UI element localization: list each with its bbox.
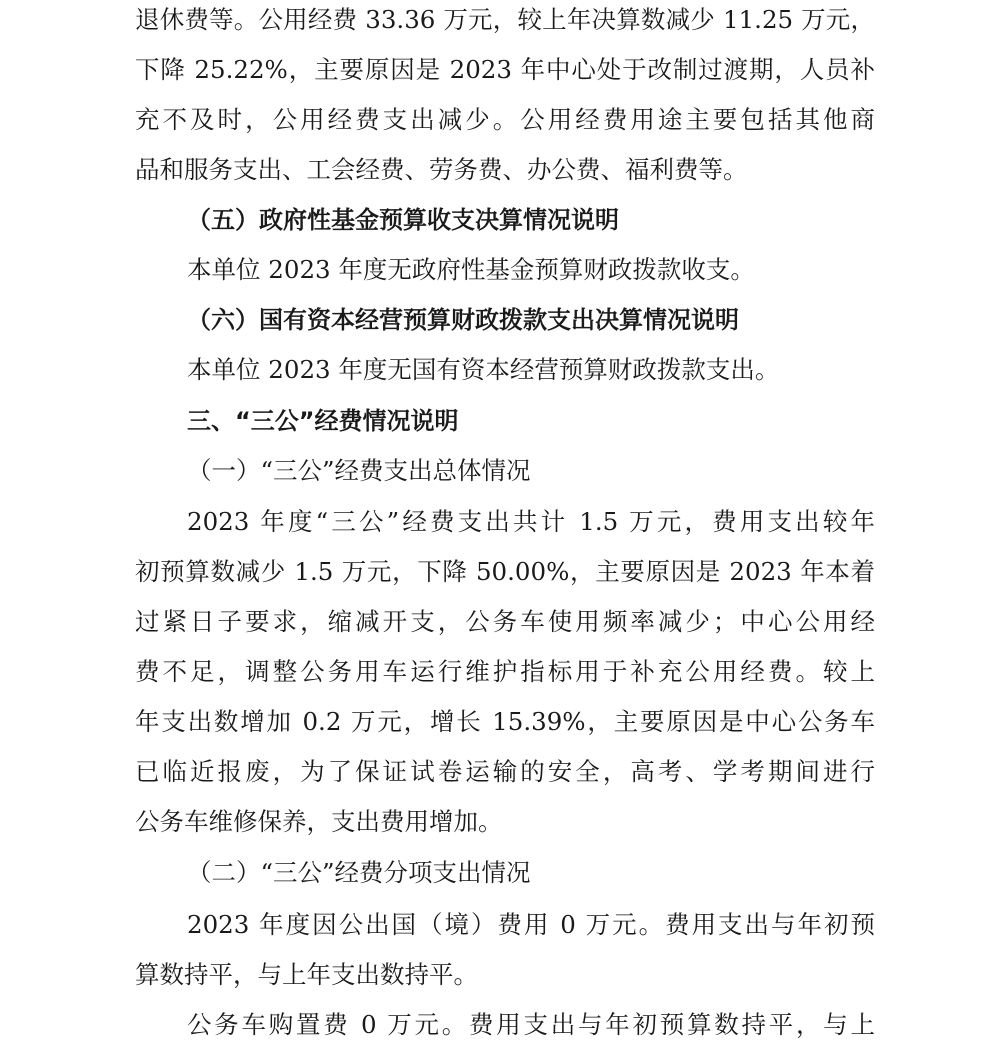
body-text-line: 本单位 2023 年度无国有资本经营预算财政拨款支出。 — [187, 355, 780, 384]
body-text-line: 退休费等。公用经费 33.36 万元，较上年决算数减少 11.25 万元， — [135, 5, 875, 34]
section-heading-6: （六）国有资本经营预算财政拨款支出决算情况说明 — [187, 306, 739, 334]
body-text-line: 公务车购置费 0 万元。费用支出与年初预算数持平，与上 — [187, 1010, 875, 1039]
body-text-line: 2023 年度因公出国（境）费用 0 万元。费用支出与年初预 — [187, 910, 875, 939]
body-text-line: 年支出数增加 0.2 万元，增长 15.39%，主要原因是中心公务车 — [135, 707, 875, 736]
body-text-line: 已临近报废，为了保证试卷运输的安全，高考、学考期间进行 — [135, 757, 875, 786]
body-text-line: 算数持平，与上年支出数持平。 — [135, 960, 478, 989]
body-text-line: 过紧日子要求，缩减开支，公务车使用频率减少；中心公用经 — [135, 607, 875, 636]
body-text-line: 品和服务支出、工会经费、劳务费、办公费、福利费等。 — [135, 155, 748, 184]
body-text-line: 费不足，调整公务用车运行维护指标用于补充公用经费。较上 — [135, 657, 875, 686]
subsection-heading: （二）“三公”经费分项支出情况 — [187, 858, 531, 887]
body-text-line: 2023 年度“三公”经费支出共计 1.5 万元，费用支出较年 — [187, 507, 875, 536]
subsection-heading: （一）“三公”经费支出总体情况 — [187, 456, 531, 485]
body-text-line: 初预算数减少 1.5 万元，下降 50.00%，主要原因是 2023 年本着 — [135, 557, 875, 586]
body-text-line: 下降 25.22%，主要原因是 2023 年中心处于改制过渡期，人员补 — [135, 55, 875, 84]
chapter-heading: 三、“三公”经费情况说明 — [187, 407, 459, 435]
body-text-line: 公务车维修保养，支出费用增加。 — [135, 807, 503, 836]
body-text-line: 充不及时，公用经费支出减少。公用经费用途主要包括其他商 — [135, 105, 875, 134]
body-text-line: 本单位 2023 年度无政府性基金预算财政拨款收支。 — [187, 255, 755, 284]
section-heading-5: （五）政府性基金预算收支决算情况说明 — [187, 206, 619, 234]
